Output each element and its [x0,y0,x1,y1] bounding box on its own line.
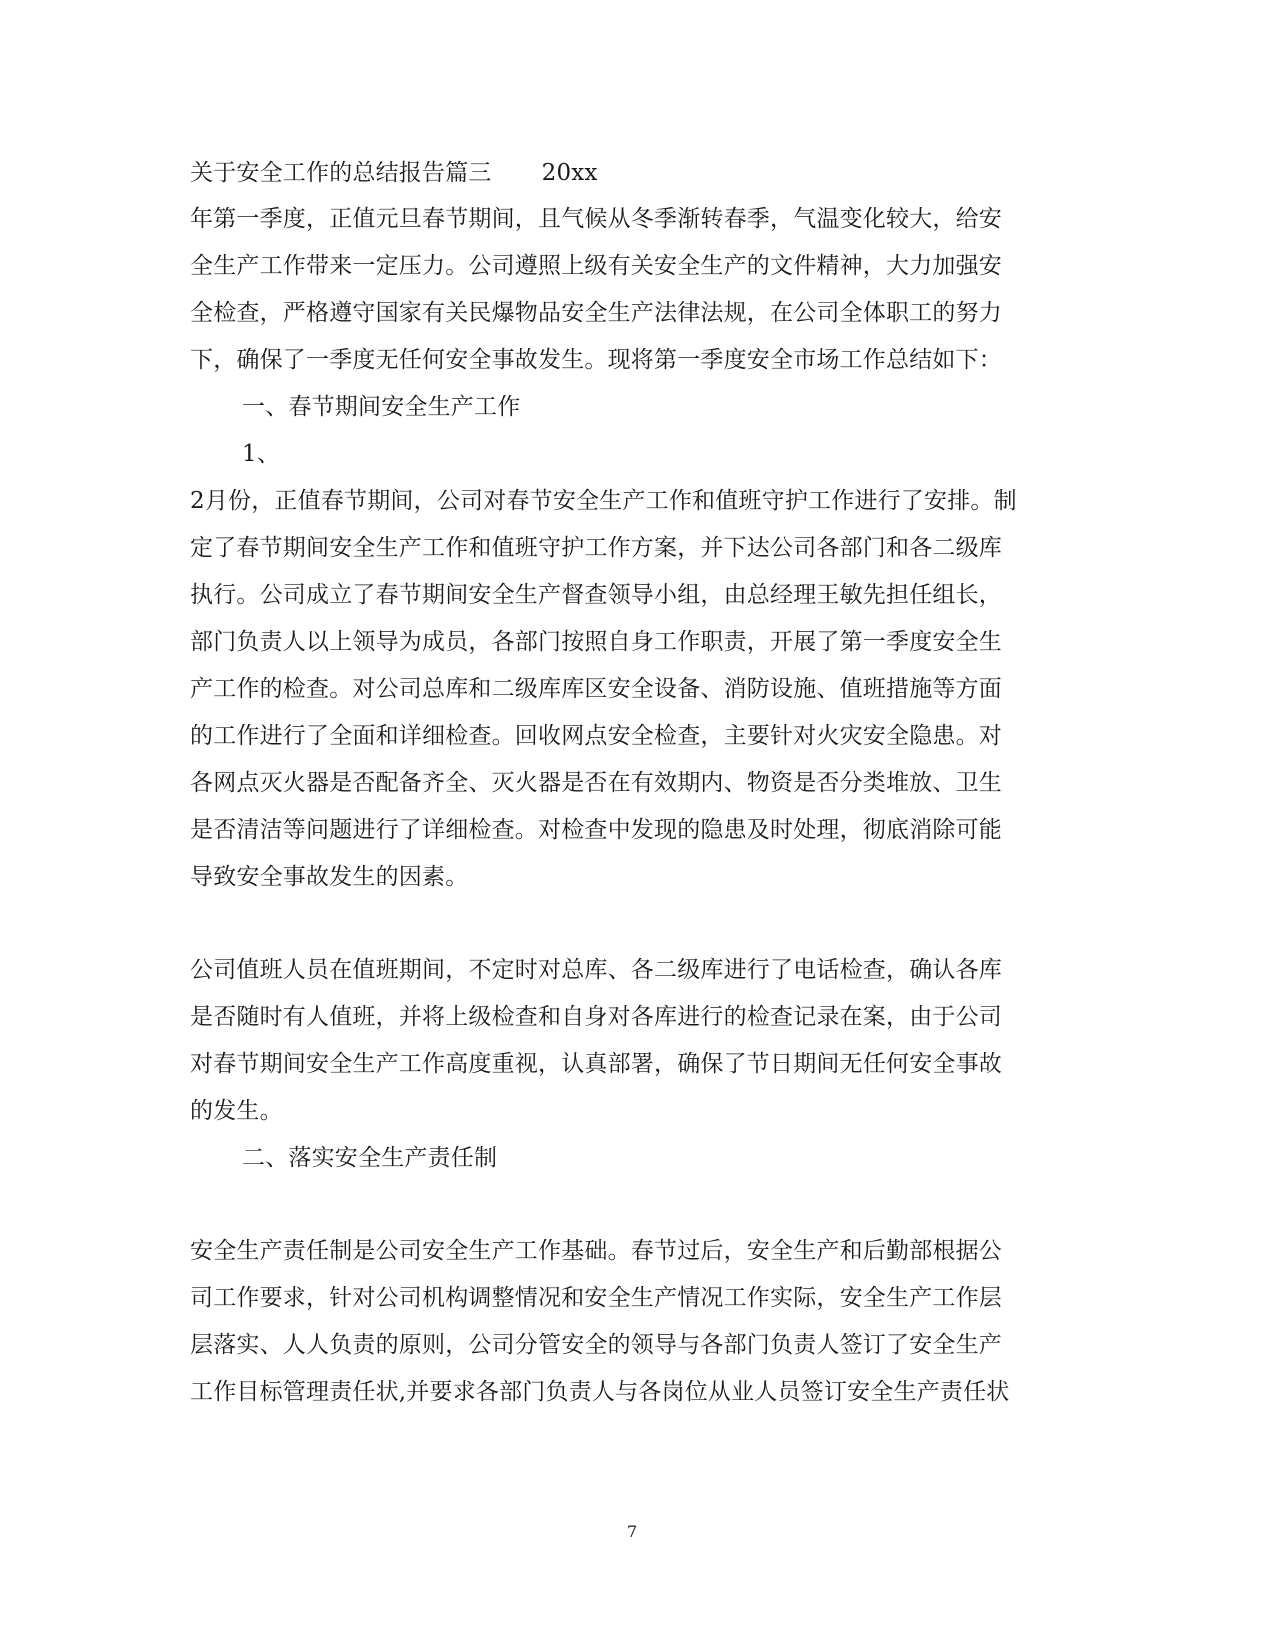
title-text: 关于安全工作的总结报告篇三 [190,160,492,186]
paragraph-line: 对春节期间安全生产工作高度重视，认真部署，确保了节日期间无任何安全事故 [190,1051,1002,1077]
section-heading-1: 一、春节期间安全生产工作 [242,394,521,420]
paragraph-line: 公司值班人员在值班期间，不定时对总库、各二级库进行了电话检查，确认各库 [190,957,1002,983]
paragraph-line: 部门负责人以上领导为成员，各部门按照自身工作职责，开展了第一季度安全生 [190,629,1002,655]
paragraph-line: 定了春节期间安全生产工作和值班守护工作方案，并下达公司各部门和各二级库 [190,535,1002,561]
paragraph-line: 工作目标管理责任状,并要求各部门负责人与各岗位从业人员签订安全生产责任状 [190,1379,1010,1405]
paragraph-line: 执行。公司成立了春节期间安全生产督查领导小组，由总经理王敏先担任组长， [190,582,1002,608]
paragraph-line: 是否清洁等问题进行了详细检查。对检查中发现的隐患及时处理，彻底消除可能 [190,817,1002,843]
paragraph-line: 产工作的检查。对公司总库和二级库库区安全设备、消防设施、值班措施等方面 [190,676,1002,702]
intro-line: 全检查，严格遵守国家有关民爆物品安全生产法律法规，在公司全体职工的努力 [190,300,1002,326]
paragraph-line: 2月份，正值春节期间，公司对春节安全生产工作和值班守护工作进行了安排。制 [190,488,1017,514]
section-heading-2: 二、落实安全生产责任制 [242,1145,498,1171]
paragraph-line: 司工作要求，针对公司机构调整情况和安全生产情况工作实际，安全生产工作层 [190,1285,1002,1311]
intro-line: 下，确保了一季度无任何安全事故发生。现将第一季度安全市场工作总结如下： [190,347,1002,373]
paragraph-line: 安全生产责任制是公司安全生产工作基础。春节过后，安全生产和后勤部根据公 [190,1238,1002,1264]
item-number-1: 1、 [242,441,281,467]
intro-line: 年第一季度，正值元旦春节期间，且气候从冬季渐转春季，气温变化较大，给安 [190,206,1002,232]
paragraph-line: 导致安全事故发生的因素。 [190,864,469,890]
paragraph-line: 层落实、人人负责的原则，公司分管安全的领导与各部门负责人签订了安全生产 [190,1332,1002,1358]
paragraph-line: 的工作进行了全面和详细检查。回收网点安全检查，主要针对火灾安全隐患。对 [190,723,1002,749]
title-year: 20xx [541,160,598,186]
paragraph-line: 各网点灭火器是否配备齐全、灭火器是否在有效期内、物资是否分类堆放、卫生 [190,770,1002,796]
paragraph-line: 是否随时有人值班，并将上级检查和自身对各库进行的检查记录在案，由于公司 [190,1004,1002,1030]
page-number: 7 [627,1522,638,1541]
document-title [190,158,598,188]
paragraph-line: 的发生。 [190,1098,283,1124]
intro-line: 全生产工作带来一定压力。公司遵照上级有关安全生产的文件精神，大力加强安 [190,253,1002,279]
